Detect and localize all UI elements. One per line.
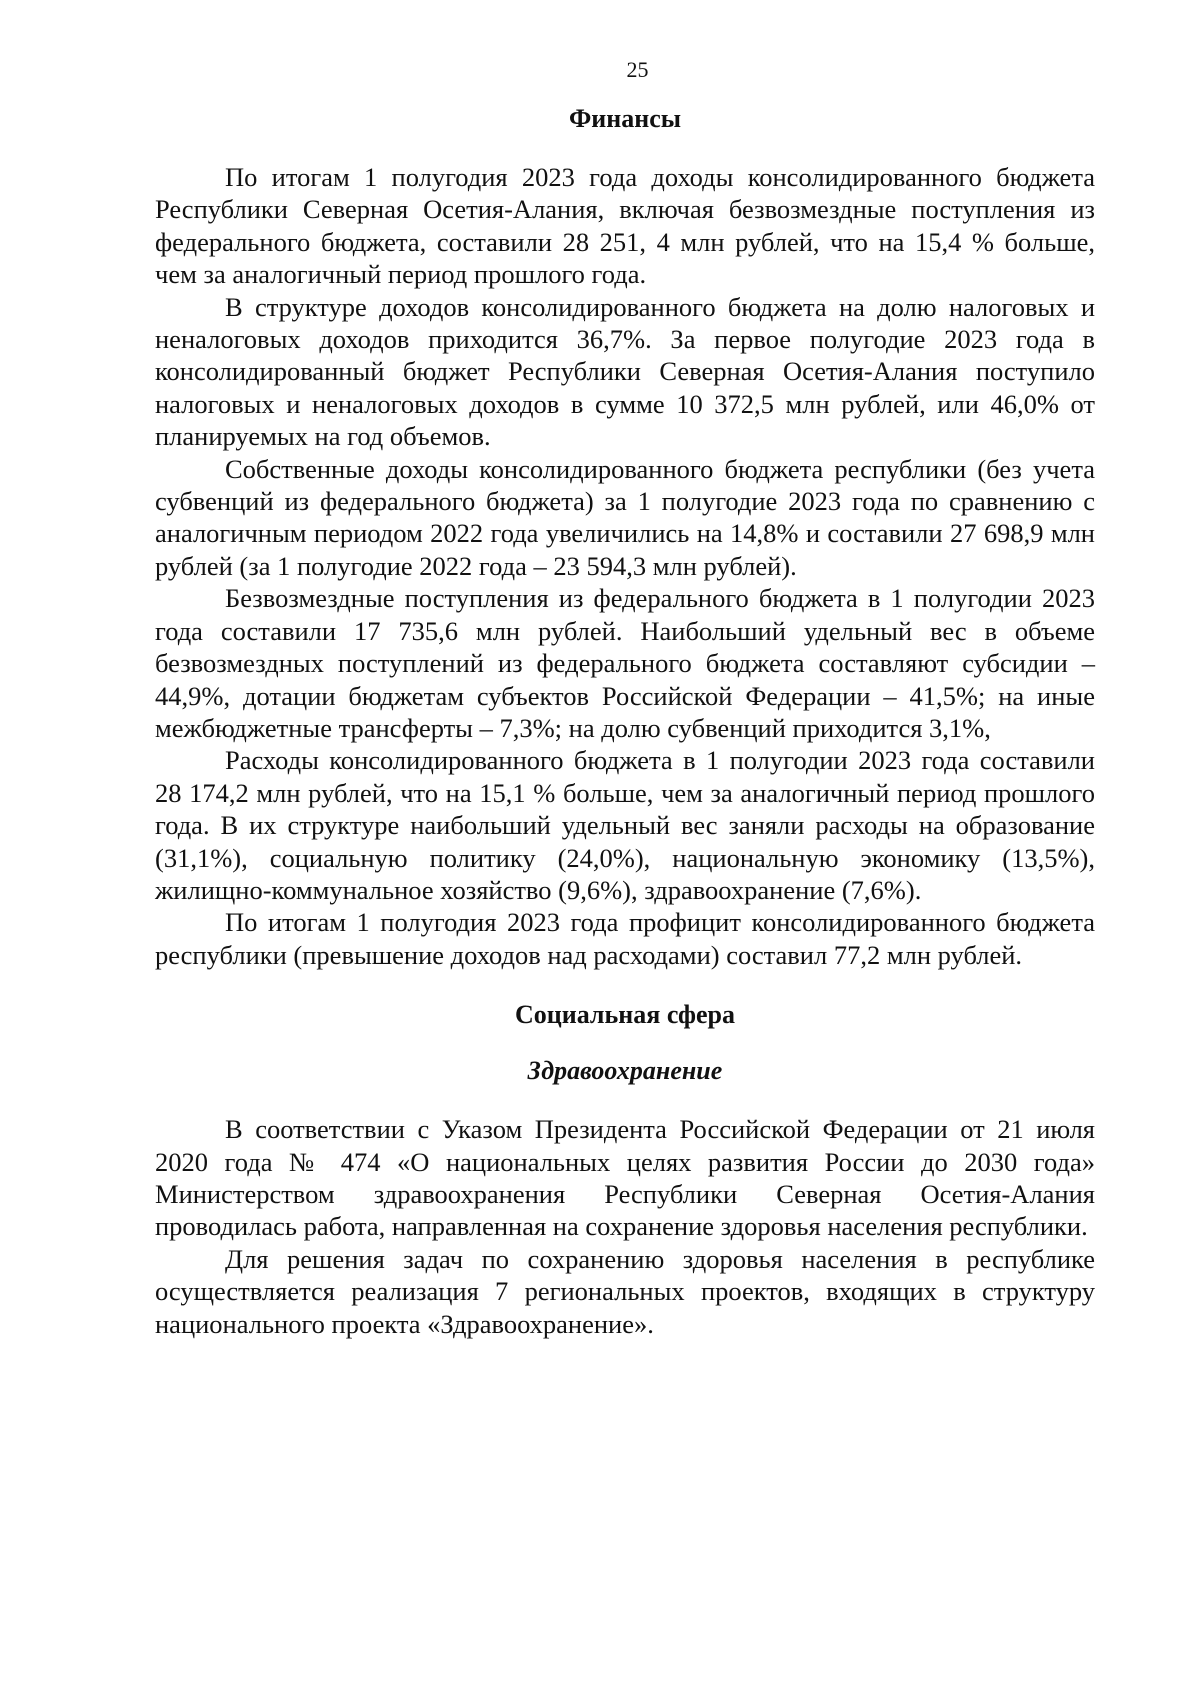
paragraph: В соответствии с Указом Президента Российской Федерации от 21 июля 2020 года № 474 «О национальных целях развития России до 2030 года» Министерством здравоохранения Республики Северная Осетия-Алания проводилась работа, направленная на сохранение здоровья населения республики. <box>155 1114 1095 1242</box>
subsection-title-healthcare: Здравоохранение <box>527 1056 723 1086</box>
paragraph: Безвозмездные поступления из федерального бюджета в 1 полугодии 2023 года составили 17 735,6 млн рублей. Наибольший удельный вес в объеме безвозмездных поступлений из федерального бюджета составляют субсидии – 44,9%, дотации бюджетам субъектов Российской Федерации – 41,5%; на иные межбюджетные трансферты – 7,3%; на долю субвенций приходится 3,1%, <box>155 583 1095 743</box>
paragraph: По итогам 1 полугодия 2023 года профицит консолидированного бюджета республики (превышение доходов над расходами) составил 77,2 млн рублей. <box>155 907 1095 970</box>
paragraph: В структуре доходов консолидированного бюджета на долю налоговых и неналоговых доходов приходится 36,7%. За первое полугодие 2023 года в консолидированный бюджет Республики Северная Осетия-Алания поступило налоговых и неналоговых доходов в сумме 10 372,5 млн рублей, или 46,0% от планируемых на год объемов. <box>155 291 1095 452</box>
section-title-finance: Финансы <box>568 104 682 133</box>
paragraph: По итогам 1 полугодия 2023 года доходы консолидированного бюджета Республики Северная Осетия-Алания, включая безвозмездные поступления из федерального бюджета, составили 28 251, 4 млн рублей, что на 15,4 % больше, чем за аналогичный период прошлого года. <box>155 162 1095 290</box>
paragraph: Для решения задач по сохранению здоровья населения в республике осуществляется реализация 7 региональных проектов, входящих в структуру национального проекта «Здравоохранение». <box>155 1243 1095 1339</box>
document-page <box>155 55 1095 1340</box>
paragraph: Собственные доходы консолидированного бюджета республики (без учета субвенций из федерального бюджета) за 1 полугодие 2023 года по сравнению с аналогичным периодом 2022 года увеличились на 14,8% и составили 27 698,9 млн рублей (за 1 полугодие 2022 года – 23 594,3 млн рублей). <box>155 453 1095 581</box>
paragraph: Расходы консолидированного бюджета в 1 полугодии 2023 года составили 28 174,2 млн рублей, что на 15,1 % больше, чем за аналогичный период прошлого года. В их структуре наибольший удельный вес заняли расходы на образование (31,1%), социальную политику (24,0%), национальную экономику (13,5%), жилищно-коммунальное хозяйство (9,6%), здравоохранение (7,6%). <box>155 745 1095 905</box>
section-title-social: Социальная сфера <box>514 1000 736 1030</box>
page-number: 25 <box>626 57 649 82</box>
